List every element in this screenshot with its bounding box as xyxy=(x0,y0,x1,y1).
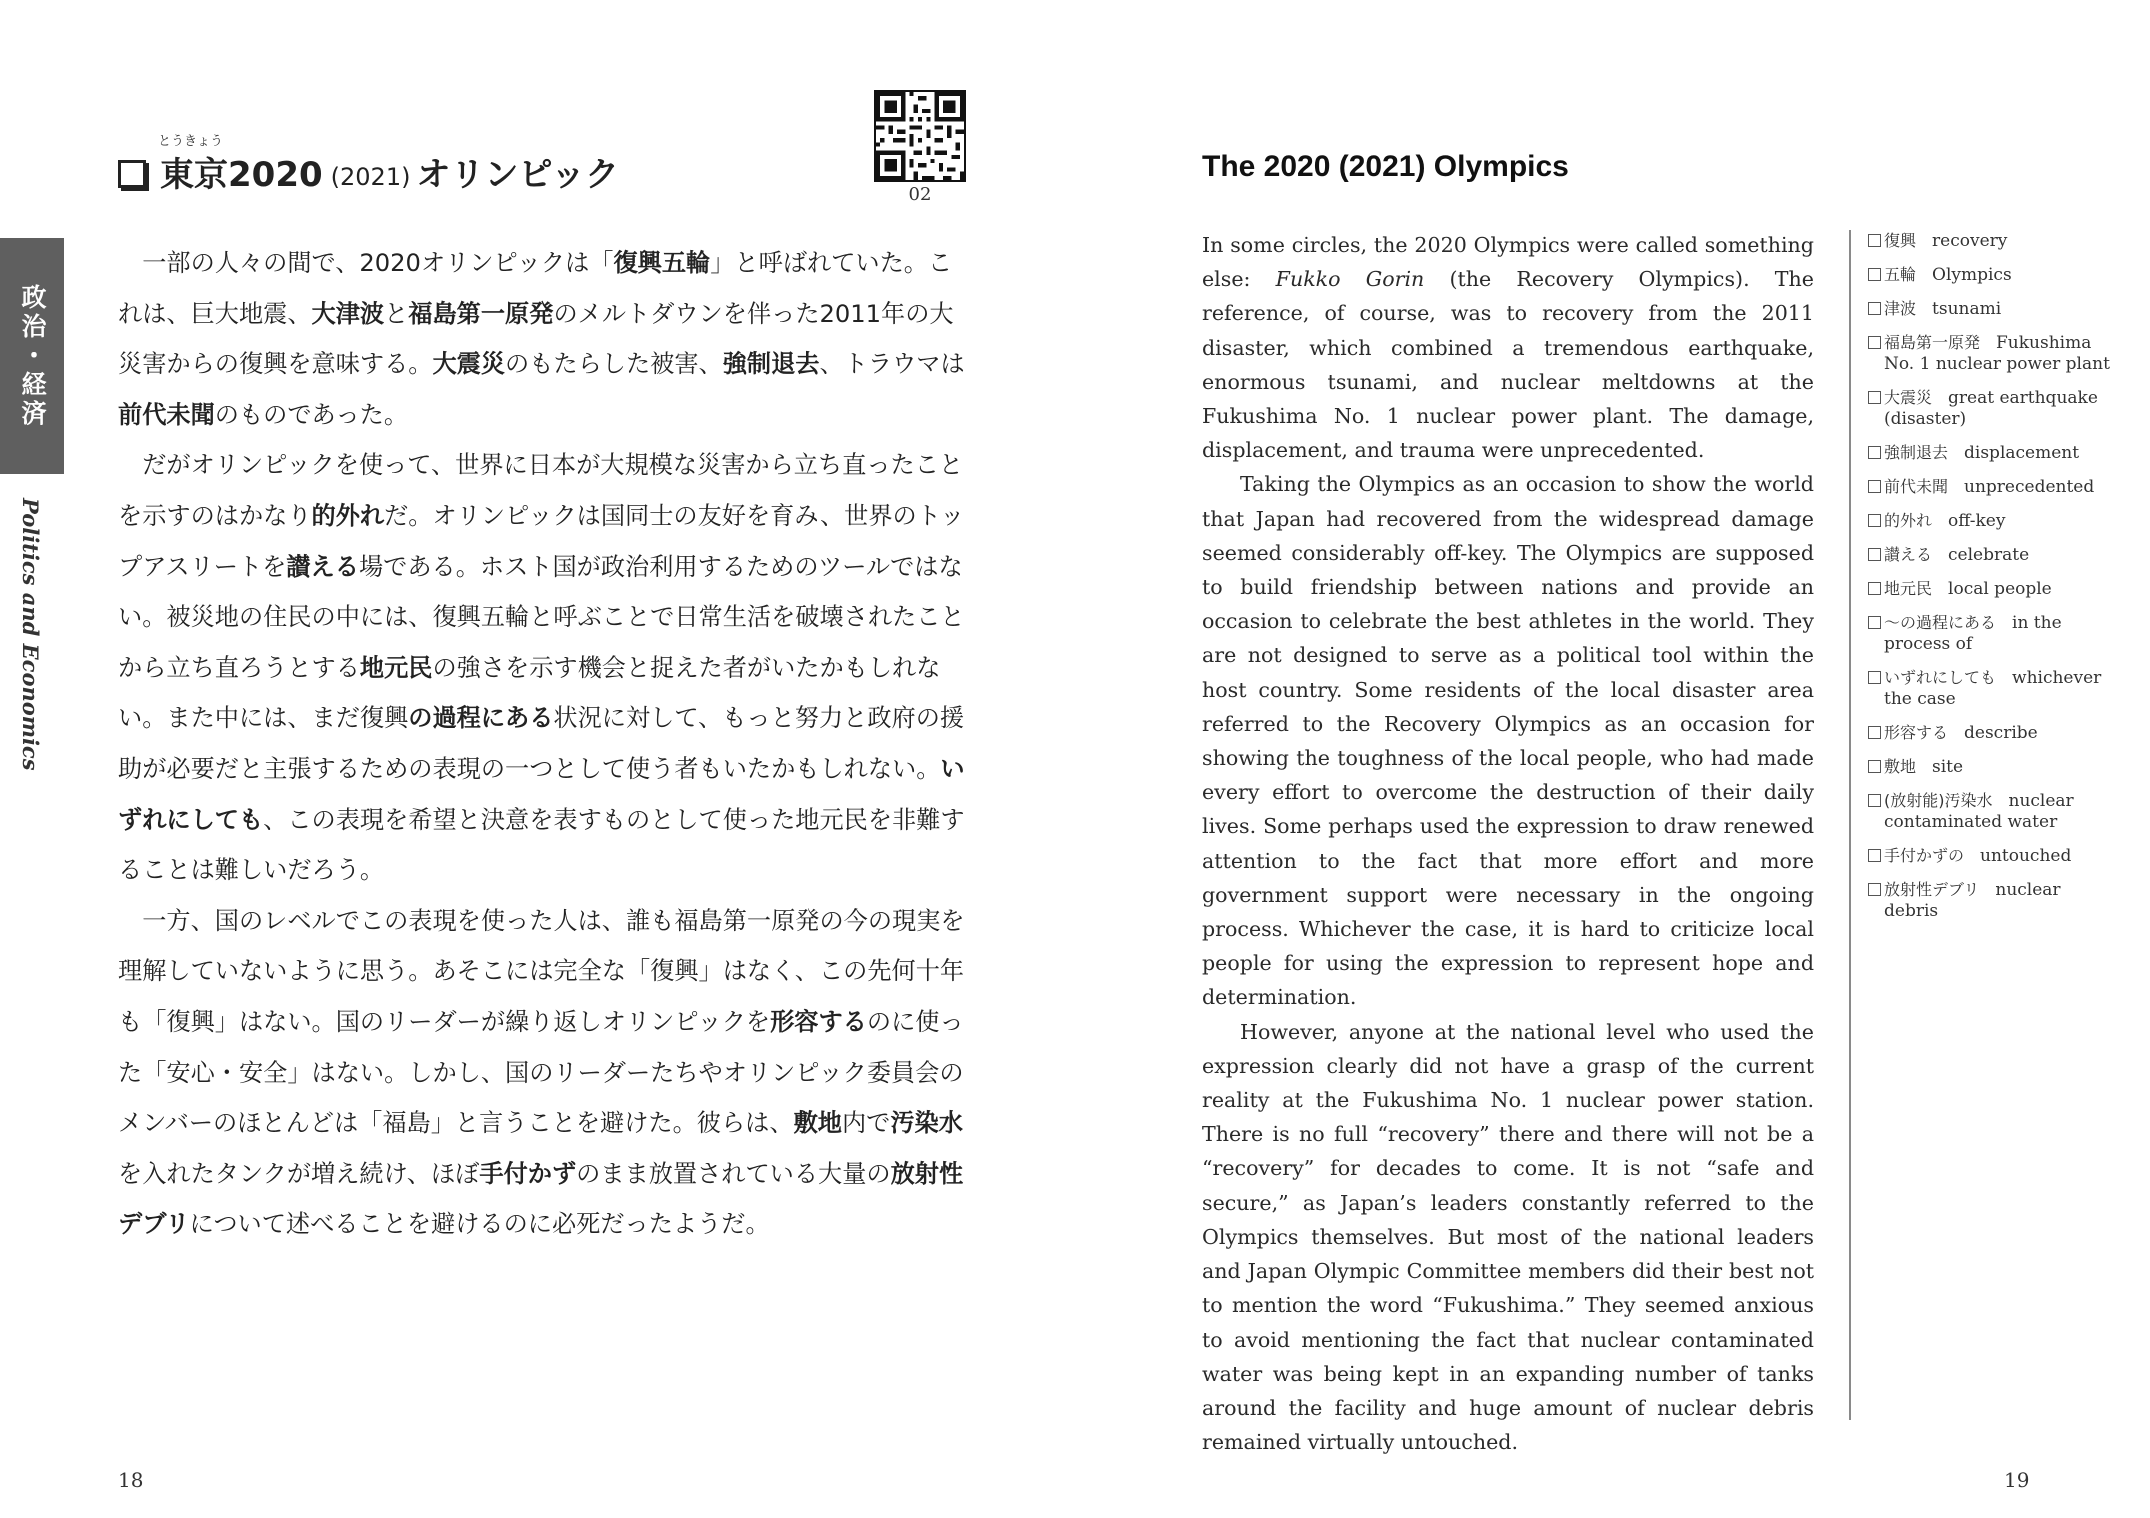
vocab-item xyxy=(1868,845,2118,867)
vocab-text xyxy=(1884,845,2118,867)
vocab-meaning: great earthquake (disaster) xyxy=(1884,388,2098,429)
italic-term: Fukko Gorin xyxy=(1275,267,1425,292)
vocab-meaning: untouched xyxy=(1980,846,2072,866)
vocab-item xyxy=(1868,476,2118,498)
jp-paragraph xyxy=(118,896,966,1250)
checkbox-icon[interactable] xyxy=(1868,336,1881,349)
title-part-1: 東京2020 xyxy=(160,155,323,195)
vocab-term: 手付かずの xyxy=(1884,846,1965,865)
checkbox-icon[interactable] xyxy=(1868,302,1881,315)
text-run: 内で xyxy=(841,1109,891,1138)
text-run: を入れたタンクが増え続け、ほぼ xyxy=(118,1159,480,1188)
vocab-item xyxy=(1868,722,2118,744)
vocab-term: 津波 xyxy=(1884,299,1917,318)
jp-paragraph xyxy=(118,238,966,440)
key-term: 大震災 xyxy=(432,350,506,379)
vocab-item xyxy=(1868,790,2118,833)
text-run: 場である。ホスト国が政治利用するためのツールではない。被災地の住民の中には、復興五輪と呼ぶことで日常生活を破壊されたことから立ち直ろうとする xyxy=(118,552,965,682)
vocabulary-list xyxy=(1868,230,2118,934)
text-run: Taking the Olympics as an occasion to show the world that Japan had recovered from the widespread damage seemed considerably off-key. The Olympics are supposed to build friendship between nations and provide an occasion to celebrate the best athletes in the world. They are not designed to serve as a political tool within the host country. Some residents of the local disaster area referred to the Recovery Olympics as an occasion for showing the toughness of the local people, who had made every effort to overcome the destruction of their daily lives. Some perhaps used the expression to draw renewed attention to the fact that more effort and more government support were necessary in the ongoing process. Whichever the case, it is hard to criticize local people for using the expression to represent hope and determination. xyxy=(1202,472,1814,1010)
text-run: のメルトダウンを伴った2011年の大災害からの復興を意味する。 xyxy=(118,299,954,379)
vocab-meaning: nuclear debris xyxy=(1884,880,2061,921)
qr-track-label: 02 xyxy=(908,184,932,205)
checkbox-icon[interactable] xyxy=(1868,514,1881,527)
vocab-meaning: whichever the case xyxy=(1884,668,2102,709)
vocab-text xyxy=(1884,879,2118,922)
english-body xyxy=(1202,228,1814,1459)
checkbox-icon[interactable] xyxy=(1868,849,1881,862)
vocab-term: 敷地 xyxy=(1884,757,1917,776)
checkbox-icon[interactable] xyxy=(1868,616,1881,629)
checkbox-icon[interactable] xyxy=(1868,671,1881,684)
vocab-text xyxy=(1884,332,2118,375)
vocab-meaning: site xyxy=(1932,757,1964,777)
en-paragraph xyxy=(1202,467,1814,1014)
checkbox-icon[interactable] xyxy=(1868,268,1881,281)
key-term: 放射性デブリ xyxy=(118,1159,964,1239)
key-term: 強制退去 xyxy=(722,350,820,379)
text-run: のもたらした被害、 xyxy=(505,350,723,379)
vocab-text xyxy=(1884,722,2118,744)
japanese-body xyxy=(118,238,966,1250)
checkbox-icon[interactable] xyxy=(1868,726,1881,739)
text-run: について述べることを避けるのに必死だったようだ。 xyxy=(189,1210,770,1239)
english-title: The 2020 (2021) Olympics xyxy=(1202,150,1569,183)
vocab-term: 形容する xyxy=(1884,723,1949,742)
qr-code-icon[interactable] xyxy=(874,90,966,182)
section-tab: 政治・経済 xyxy=(0,238,64,474)
vocab-text xyxy=(1884,442,2118,464)
vocab-meaning: tsunami xyxy=(1932,299,2002,319)
vocab-meaning: recovery xyxy=(1932,231,2008,251)
checkbox-icon[interactable] xyxy=(1868,548,1881,561)
title-part-3: オリンピック xyxy=(416,155,620,195)
vocab-item xyxy=(1868,442,2118,464)
vocab-meaning: local people xyxy=(1948,579,2052,599)
key-term: 手付かず xyxy=(479,1159,577,1188)
vocab-term: 大震災 xyxy=(1884,388,1933,407)
key-term: 形容する xyxy=(770,1007,867,1036)
vocab-text xyxy=(1884,612,2118,655)
checkbox-icon[interactable] xyxy=(1868,391,1881,404)
vocab-item xyxy=(1868,510,2118,532)
vocab-term: 前代未聞 xyxy=(1884,477,1949,496)
checkbox-icon[interactable] xyxy=(1868,234,1881,247)
text-run: だがオリンピックを使って、世界に日本が大規模な災害から立ち直ったことを示すのはかなり xyxy=(118,451,964,530)
checkbox-icon[interactable] xyxy=(1868,760,1881,773)
text-run: と xyxy=(384,299,409,328)
title-part-2: (2021) xyxy=(330,163,411,191)
vocab-meaning: Olympics xyxy=(1932,265,2012,285)
text-run: However, anyone at the national level who used the expression clearly did not have a grasp of the current reality at the Fukushima No. 1 nuclear power station. There is no full “recovery” there and there will not be a “recovery” for decades to come. It is not “safe and secure,” as Japan’s leaders constantly referred to the Olympics themselves. But most of the national leaders and Japan Olympic Committee members did their best not to mention the word “Fukushima.” They seemed anxious to avoid mentioning the fact that nuclear contaminated water was being kept in an expanding number of tanks around the facility and huge amount of nuclear debris remained virtually untouched. xyxy=(1202,1019,1814,1455)
vocab-term: 〜の過程にある xyxy=(1884,613,1997,632)
column-divider xyxy=(1849,230,1851,1420)
page-number-right: 19 xyxy=(2004,1468,2030,1492)
text-run: 状況に対して、もっと努力と政府の援助が必要だと主張するための表現の一つとして使う者もいたかもしれない。 xyxy=(118,704,965,783)
vocab-text xyxy=(1884,790,2118,833)
vocab-term: (放射能)汚染水 xyxy=(1884,791,1993,810)
vocab-text xyxy=(1884,264,2118,286)
vocab-meaning: in the process of xyxy=(1884,613,2062,654)
en-paragraph xyxy=(1202,228,1814,467)
checkbox-icon xyxy=(118,160,146,188)
text-run: 」と呼ばれていた。これは、巨大地震、 xyxy=(118,249,953,328)
japanese-title xyxy=(118,126,619,196)
vocab-item xyxy=(1868,264,2118,286)
vocab-item xyxy=(1868,544,2118,566)
text-run: のに使った「安心・安全」はない。しかし、国のリーダーたちやオリンピック委員会のメンバーのほとんどは「福島」と言うことを避けた。彼らは、 xyxy=(118,1007,964,1138)
vocab-meaning: displacement xyxy=(1964,443,2080,463)
text-run: のまま放置されている大量の xyxy=(576,1159,891,1188)
vocab-text xyxy=(1884,544,2118,566)
vocab-text xyxy=(1884,510,2118,532)
checkbox-icon[interactable] xyxy=(1868,480,1881,493)
vocab-item xyxy=(1868,332,2118,375)
checkbox-icon[interactable] xyxy=(1868,582,1881,595)
text-run: だ。オリンピックは国同士の友好を育み、世界のトップアスリートを xyxy=(118,501,965,581)
checkbox-icon[interactable] xyxy=(1868,446,1881,459)
vocab-term: 地元民 xyxy=(1884,579,1933,598)
en-paragraph xyxy=(1202,1015,1814,1460)
vocab-meaning: celebrate xyxy=(1948,545,2030,565)
vocab-term: 讃える xyxy=(1884,545,1933,564)
vocab-term: 五輪 xyxy=(1884,265,1917,284)
text-run: 、トラウマは xyxy=(819,350,965,379)
vocab-text xyxy=(1884,476,2118,498)
vocab-text xyxy=(1884,756,2118,778)
key-term: 地元民 xyxy=(359,653,433,682)
text-run: 、この表現を希望と決意を表すものとして使った地元民を非難することは難しいだろう。 xyxy=(118,805,965,885)
vocab-meaning: Fukushima No. 1 nuclear power plant xyxy=(1884,333,2110,374)
vocab-item xyxy=(1868,387,2118,430)
section-label: Politics and Economics xyxy=(18,498,43,771)
text-run: のものであった。 xyxy=(214,400,409,429)
vocab-text xyxy=(1884,578,2118,600)
text-run: In some circles, the 2020 Olympics were called something else: xyxy=(1202,233,1814,292)
key-term: いずれにしても xyxy=(118,754,965,834)
vocab-item xyxy=(1868,230,2118,252)
key-term: 大津波 xyxy=(311,299,385,328)
vocab-text xyxy=(1884,387,2118,430)
text-run: 一部の人々の間で、2020オリンピックは「 xyxy=(142,249,614,277)
vocab-text xyxy=(1884,230,2118,252)
key-term: 前代未聞 xyxy=(118,400,215,429)
checkbox-icon[interactable] xyxy=(1868,794,1881,807)
key-term: 福島第一原発 xyxy=(408,299,554,328)
vocab-item xyxy=(1868,298,2118,320)
text-run: (the Recovery Olympics). The reference, of course, was to recovery from the 2011 disaster, which combined a tremendous earthquake, enormous tsunami, and nuclear meltdowns at the Fukushima No. 1 nuclear power plant. The damage, displacement, and trauma were unprecedented. xyxy=(1202,267,1814,463)
text-run: の強さを示す機会と捉えた者がいたかもしれない。また中には、まだ復興 xyxy=(118,653,941,733)
key-term: 汚染水 xyxy=(890,1109,963,1138)
vocab-item xyxy=(1868,756,2118,778)
key-term: の過程にある xyxy=(408,704,554,733)
title-ruby: とうきょう xyxy=(158,134,224,149)
vocab-text xyxy=(1884,667,2118,710)
key-term: 讃える xyxy=(286,552,359,581)
vocab-term: 的外れ xyxy=(1884,511,1933,530)
vocab-item xyxy=(1868,667,2118,710)
key-term: 敷地 xyxy=(793,1109,842,1138)
vocab-term: いずれにしても xyxy=(1884,668,1997,687)
vocab-term: 強制退去 xyxy=(1884,443,1949,462)
checkbox-icon[interactable] xyxy=(1868,883,1881,896)
vocab-term: 復興 xyxy=(1884,231,1917,250)
vocab-item xyxy=(1868,879,2118,922)
text-run: 一方、国のレベルでこの表現を使った人は、誰も福島第一原発の今の現実を理解していないように思う。あそこには完全な「復興」はなく、この先何十年も「復興」はない。国のリーダーが繰り返しオリンピックを xyxy=(118,906,965,1036)
vocab-meaning: describe xyxy=(1964,723,2038,743)
vocab-meaning: nuclear contaminated water xyxy=(1884,791,2074,832)
vocab-item xyxy=(1868,578,2118,600)
vocab-text xyxy=(1884,298,2118,320)
vocab-meaning: unprecedented xyxy=(1964,477,2095,497)
vocab-term: 放射性デブリ xyxy=(1884,880,1980,899)
key-term: 的外れ xyxy=(311,501,385,530)
vocab-meaning: off-key xyxy=(1948,511,2006,531)
jp-paragraph xyxy=(118,440,966,895)
key-term: 復興五輪 xyxy=(613,249,711,277)
vocab-item xyxy=(1868,612,2118,655)
page-number-left: 18 xyxy=(118,1468,144,1492)
vocab-term: 福島第一原発 xyxy=(1884,333,1981,352)
